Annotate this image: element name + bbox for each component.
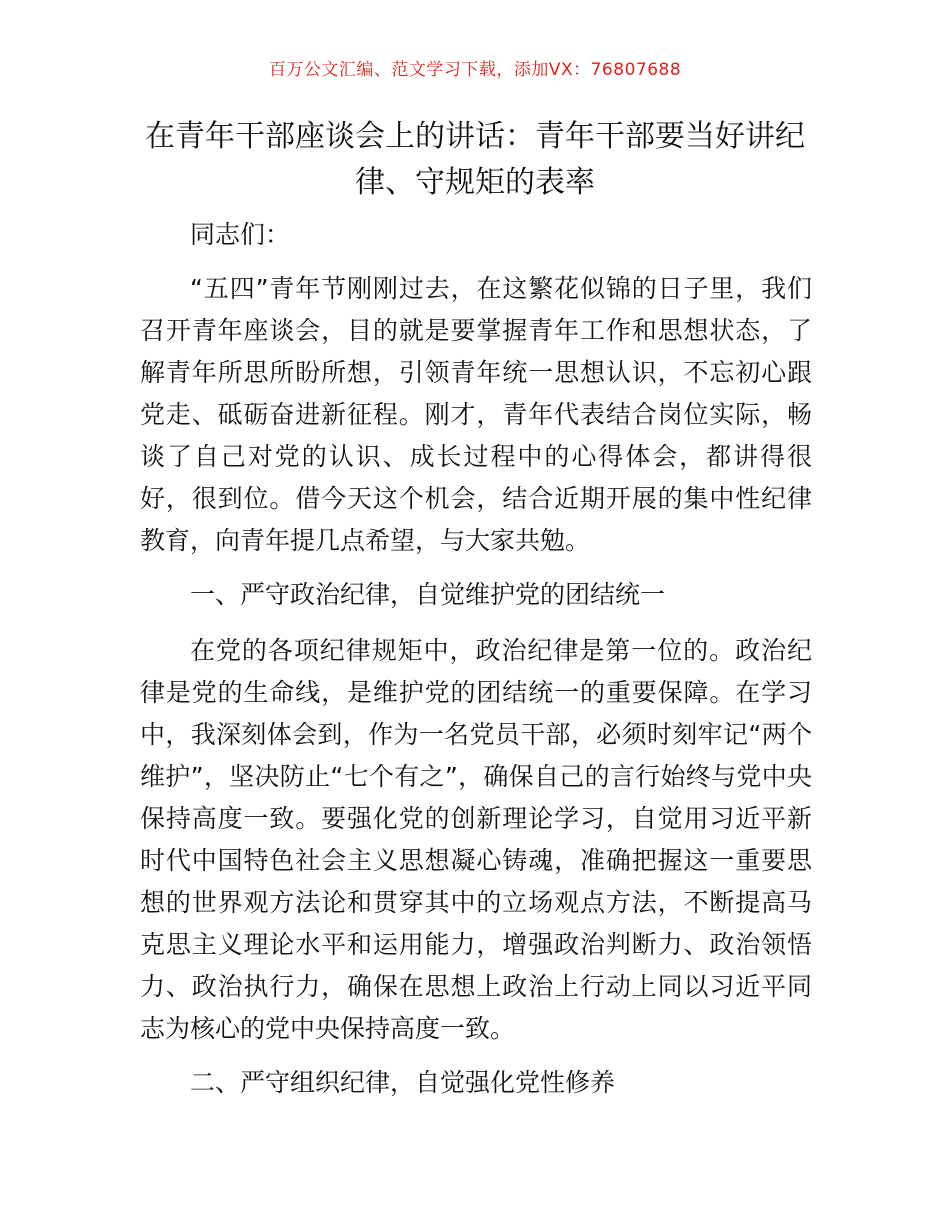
section-heading-1: 一、严守政治纪律，自觉维护党的团结统一 <box>190 580 666 609</box>
document-body <box>140 214 812 1118</box>
paragraph-section-1: 在党的各项纪律规矩中，政治纪律是第一位的。政治纪律是党的生命线，是维护党的团结统一的重要保障。在学习中，我深刻体会到，作为一名党员干部，必须时刻牢记“两个维护”，坚决防止“七个有之”，确保自己的言行始终与党中央保持高度一致。要强化党的创新理论学习，自觉用习近平新时代中国特色社会主义思想凝心铸魂，准确把握这一重要思想的世界观方法论和贯穿其中的立场观点方法，不断提高马克思主义理论水平和运用能力，增强政治判断力、政治领悟力、政治执行力，确保在思想上政治上行动上同以习近平同志为核心的党中央保持高度一致。 <box>140 636 812 1043</box>
paragraph-intro: “五四”青年节刚刚过去，在这繁花似锦的日子里，我们召开青年座谈会，目的就是要掌握青年工作和思想状态，了解青年所思所盼所想，引领青年统一思想认识，不忘初心跟党走、砥砺奋进新征程。刚才，青年代表结合岗位实际，畅谈了自己对党的认识、成长过程中的心得体会，都讲得很好，很到位。借今天这个机会，结合近期开展的集中性纪律教育，向青年提几点希望，与大家共勉。 <box>140 274 812 555</box>
header-note: 百万公文汇编、范文学习下载，添加VX：76807688 <box>268 60 682 80</box>
section-heading-2: 二、严守组织纪律，自觉强化党性修养 <box>190 1068 616 1097</box>
page-title: 在青年干部座谈会上的讲话：青年干部要当好讲纪律、守规矩的表率 <box>145 119 805 200</box>
salutation: 同志们： <box>190 220 291 249</box>
